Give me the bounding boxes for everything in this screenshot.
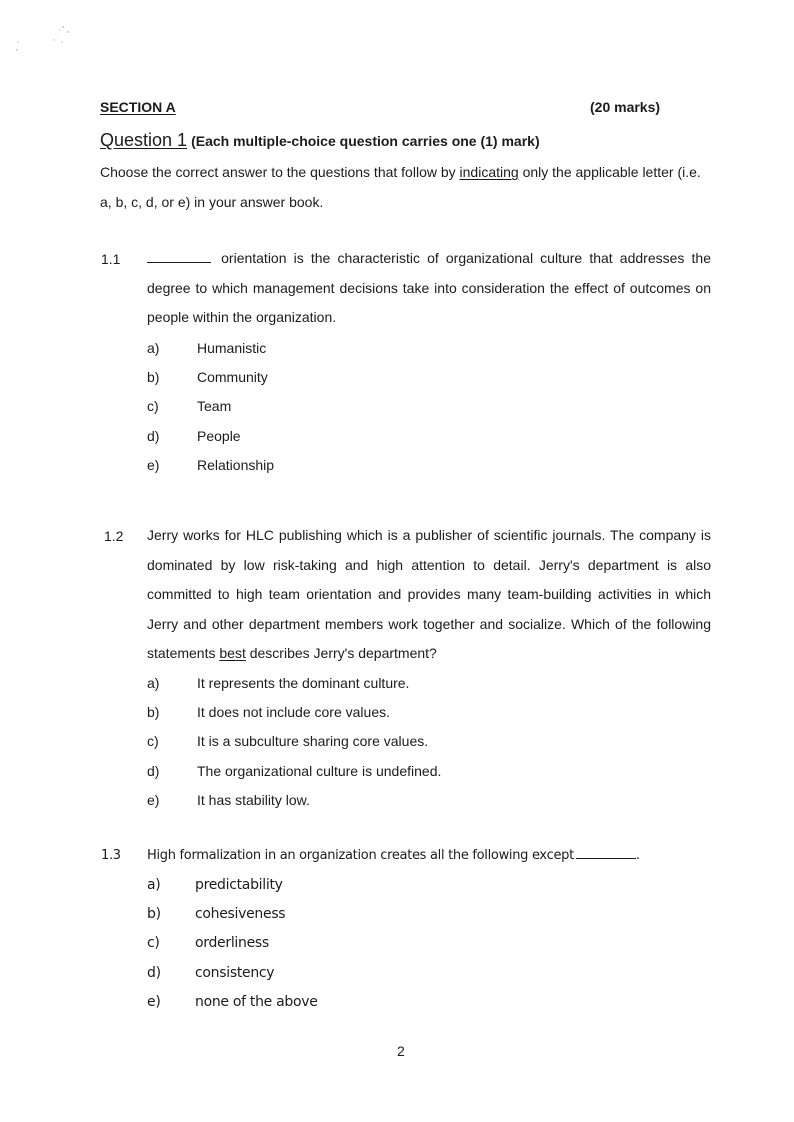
option-text: Community <box>197 368 268 385</box>
option-text: Humanistic <box>197 339 267 356</box>
option-text: It has stability low. <box>197 791 310 808</box>
question-title: Question 1 <box>100 130 188 150</box>
option-item <box>147 870 318 899</box>
option-item <box>147 958 318 987</box>
question-text <box>147 521 711 669</box>
option-text: People <box>197 427 241 444</box>
question-text-end: describes Jerry's department? <box>245 645 437 661</box>
scan-speck-marks <box>14 20 74 60</box>
option-item <box>147 727 441 756</box>
question-number: 1.3 <box>101 848 121 863</box>
option-text: none of the above <box>195 993 318 1010</box>
option-letter: b) <box>147 703 160 720</box>
option-item <box>147 929 318 958</box>
instruction-emphasis: indicating <box>459 164 519 180</box>
option-item <box>147 333 274 362</box>
option-text: predictability <box>195 876 283 893</box>
option-list <box>147 870 318 1016</box>
section-marks: (20 marks) <box>590 99 661 115</box>
option-item <box>147 785 441 814</box>
option-item <box>147 987 318 1016</box>
instruction-text-end: only the applicable letter (i.e. a, b, c, d, or e) in your answer book. <box>100 164 701 210</box>
answer-blank <box>576 846 636 859</box>
option-list <box>147 668 441 814</box>
answer-blank <box>147 250 211 263</box>
option-item <box>147 668 441 697</box>
option-item <box>147 450 274 479</box>
instructions <box>100 158 715 217</box>
option-letter: a) <box>147 339 160 356</box>
option-letter: a) <box>147 876 161 893</box>
option-text: cohesiveness <box>195 905 286 922</box>
question-text-body: Jerry works for HLC publishing which is a publisher of scientific journals. The company is dominated by low risk-taking and high attention to detail. Jerry's department is also committed to high team orientation and provides many team-building activities in which Jerry and other department members work together and socialize. Which of the following statements <box>147 527 711 661</box>
question-text <box>147 841 711 871</box>
question-text-end: . <box>635 848 640 863</box>
option-item <box>147 392 274 421</box>
option-letter: b) <box>147 368 160 385</box>
option-item <box>147 899 318 928</box>
option-text: It does not include core values. <box>197 703 391 720</box>
option-text: Team <box>197 398 232 415</box>
page-number: 2 <box>397 1043 405 1059</box>
question-text-body: orientation is the characteristic of organizational culture that addresses the degree to which management decisions take into consideration the effect of outcomes on people within the organization. <box>147 250 711 325</box>
option-text: It represents the dominant culture. <box>197 674 410 691</box>
option-letter: e) <box>147 791 160 808</box>
option-letter: d) <box>147 762 160 779</box>
section-title: SECTION A <box>100 99 176 115</box>
question-number: 1.1 <box>101 251 121 267</box>
question-heading <box>100 130 540 151</box>
option-letter: e) <box>147 456 160 473</box>
option-letter: b) <box>147 905 161 922</box>
option-text: orderliness <box>195 935 269 952</box>
option-letter: a) <box>147 674 160 691</box>
question-emphasis: best <box>219 645 246 661</box>
option-letter: c) <box>147 398 159 415</box>
option-letter: d) <box>147 964 161 981</box>
option-text: It is a subculture sharing core values. <box>197 733 429 750</box>
option-item <box>147 362 274 391</box>
question-text <box>147 244 711 333</box>
option-text: consistency <box>195 964 275 981</box>
option-text: The organizational culture is undefined. <box>197 762 442 779</box>
option-text: Relationship <box>197 456 275 473</box>
option-item <box>147 421 274 450</box>
question-number: 1.2 <box>104 528 124 544</box>
question-subtitle: (Each multiple-choice question carries one (1) mark) <box>191 133 540 149</box>
option-letter: e) <box>147 993 161 1010</box>
instruction-text: Choose the correct answer to the questions that follow by <box>100 164 460 180</box>
option-letter: d) <box>147 427 160 444</box>
option-letter: c) <box>147 935 160 952</box>
option-list <box>147 333 274 479</box>
option-letter: c) <box>147 733 159 750</box>
question-text-body: High formalization in an organization creates all the following except <box>147 848 574 863</box>
option-item <box>147 756 441 785</box>
option-item <box>147 697 441 726</box>
